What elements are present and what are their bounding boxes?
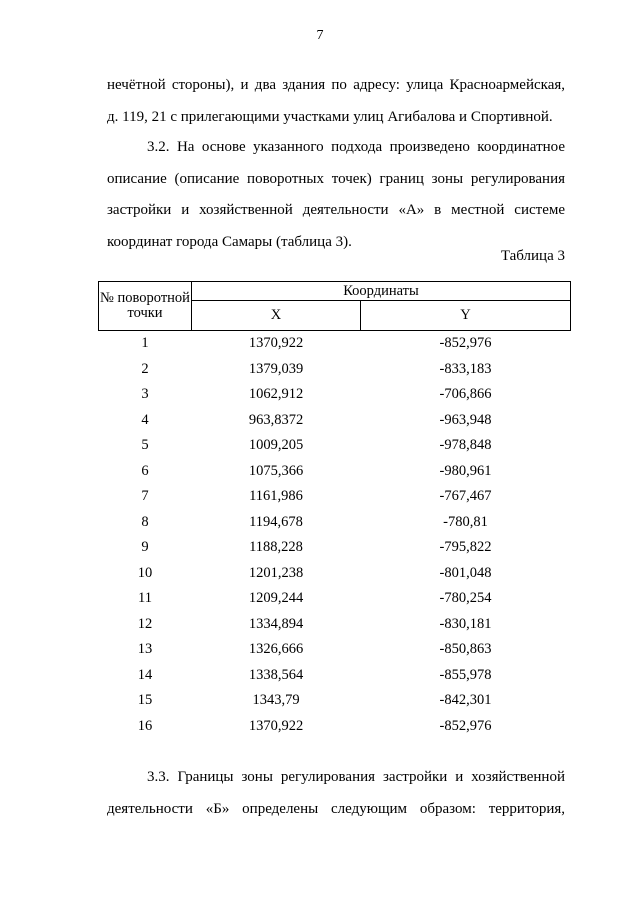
table-row [99,612,571,638]
cell-x: 1194,678 [249,513,303,530]
table-row [99,382,571,408]
table-row [99,586,571,612]
table-row [99,357,571,383]
cell-y: -852,976 [439,335,492,351]
cell-x: 1334,894 [248,615,304,632]
cell-y: -780,81 [443,513,488,530]
paragraph-2-line-2: описание (описание поворотных точек) границ зоны регулирования [107,170,565,187]
paragraph-2-line-1: 3.2. На основе указанного подхода произведено координатное [147,139,565,155]
table-row [99,459,571,485]
cell-point-number: 7 [141,488,149,504]
cell-y: -852,976 [439,717,492,734]
cell-point-number: 13 [137,641,153,657]
cell-x: 963,8372 [248,411,304,428]
cell-point-number: 6 [141,462,149,479]
cell-x: 1188,228 [249,539,303,555]
table-caption: Таблица 3 [500,248,565,264]
table-row [99,688,571,714]
paragraph-2-line-4: координат города Самары (таблица 3). [107,233,352,250]
cell-point-number: 8 [141,513,149,530]
cell-x: 1201,238 [248,564,304,581]
cell-y: -842,301 [439,692,492,708]
header-coordinates: Координаты [192,282,571,301]
cell-x: 1338,564 [248,666,304,683]
cell-x: 1379,039 [248,360,304,377]
cell-point-number: 14 [137,666,153,683]
cell-x: 1075,366 [248,462,304,479]
cell-y: -855,978 [439,666,492,683]
cell-x: 1326,666 [248,641,304,657]
cell-point-number: 10 [137,564,153,581]
cell-point-number: 3 [141,386,149,402]
cell-point-number: 12 [137,615,153,632]
cell-y: -850,863 [439,641,492,657]
table-row [99,433,571,459]
cell-point-number: 2 [141,360,149,377]
paragraph-3-line-2: деятельности «Б» определены следующим образом: территория, [107,800,565,817]
cell-x: 1370,922 [248,335,304,351]
paragraph-3 [107,762,565,825]
cell-y: -978,848 [439,437,492,453]
table-row [99,484,571,510]
cell-point-number: 5 [141,437,149,453]
table-row [99,561,571,587]
cell-y: -795,822 [439,539,492,555]
cell-y: -830,181 [439,615,492,632]
cell-x: 1343,79 [252,692,300,708]
cell-point-number: 15 [137,692,153,708]
paragraph-1-line-2: д. 119, 21 с прилегающими участками улиц Агибалова и Спортивной. [107,108,553,125]
cell-y: -801,048 [439,564,492,581]
cell-point-number: 4 [141,411,149,428]
paragraph-3-line-1: 3.3. Границы зоны регулирования застройки и хозяйственной [147,769,565,785]
paragraph-2 [107,132,565,258]
header-point-number: № поворотной точки [99,282,192,331]
cell-point-number: 11 [138,590,152,606]
paragraph-1-line-1: нечётной стороны), и два здания по адресу: улица Красноармейская, [107,77,565,93]
cell-point-number: 16 [137,717,153,734]
paragraph-2-line-3: застройки и хозяйственной деятельности «А» в местной системе [107,202,565,218]
table-row [99,510,571,536]
header-y: Y [361,301,571,331]
cell-y: -833,183 [439,360,492,377]
cell-y: -980,961 [439,462,492,479]
page-number: 7 [316,28,324,43]
cell-x: 1161,986 [249,488,303,504]
cell-y: -780,254 [439,590,492,606]
cell-x: 1209,244 [248,590,304,606]
table-row [99,331,571,357]
paragraph-1 [107,70,565,133]
coordinates-table [98,281,571,739]
table-row [99,663,571,689]
cell-point-number: 9 [141,539,149,555]
cell-y: -706,866 [439,386,492,402]
table-row [99,535,571,561]
table-row [99,637,571,663]
header-x: X [192,301,361,331]
cell-x: 1370,922 [248,717,304,734]
table-row [99,714,571,740]
cell-y: -963,948 [439,411,492,428]
table-row [99,408,571,434]
cell-y: -767,467 [439,488,492,504]
cell-x: 1009,205 [248,437,304,453]
cell-point-number: 1 [141,335,149,351]
cell-x: 1062,912 [248,386,304,402]
